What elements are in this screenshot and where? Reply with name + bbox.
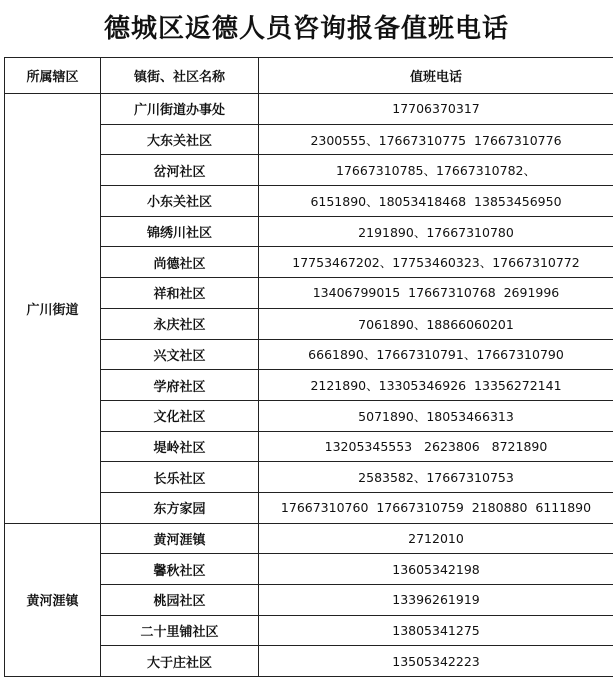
community-name-cell: 馨秋社区: [101, 554, 259, 585]
community-name-cell: 大东关社区: [101, 124, 259, 155]
community-name-cell: 桃园社区: [101, 585, 259, 616]
phone-cell: 13805341275: [259, 615, 613, 646]
phone-cell: 13396261919: [259, 585, 613, 616]
community-name-cell: 黄河涯镇: [101, 523, 259, 554]
phone-cell: 2191890、17667310780: [259, 216, 613, 247]
phone-cell: 17667310760 17667310759 2180880 6111890: [259, 492, 613, 523]
community-name-cell: 广川街道办事处: [101, 94, 259, 125]
phone-cell: 6151890、18053418468 13853456950: [259, 186, 613, 217]
community-name-cell: 二十里铺社区: [101, 615, 259, 646]
hotline-table: [4, 57, 613, 677]
table-row: [5, 94, 613, 125]
phone-cell: 2583582、17667310753: [259, 462, 613, 493]
header-district: 所属辖区: [5, 58, 101, 94]
community-name-cell: 锦绣川社区: [101, 216, 259, 247]
page-title: 德城区返德人员咨询报备值班电话: [0, 0, 613, 52]
phone-cell: 2300555、17667310775 17667310776: [259, 124, 613, 155]
community-name-cell: 兴文社区: [101, 339, 259, 370]
phone-cell: 6661890、17667310791、17667310790: [259, 339, 613, 370]
phone-cell: 13205345553 2623806 8721890: [259, 431, 613, 462]
phone-cell: 2121890、13305346926 13356272141: [259, 370, 613, 401]
district-cell: 黄河涯镇: [5, 523, 101, 676]
phone-cell: 2712010: [259, 523, 613, 554]
header-phone: 值班电话: [259, 58, 613, 94]
phone-cell: 17706370317: [259, 94, 613, 125]
phone-cell: 17667310785、17667310782、: [259, 155, 613, 186]
phone-cell: 13605342198: [259, 554, 613, 585]
community-name-cell: 小东关社区: [101, 186, 259, 217]
district-cell: 广川街道: [5, 94, 101, 524]
community-name-cell: 东方家园: [101, 492, 259, 523]
community-name-cell: 文化社区: [101, 400, 259, 431]
phone-cell: 7061890、18866060201: [259, 308, 613, 339]
community-name-cell: 尚德社区: [101, 247, 259, 278]
community-name-cell: 大于庄社区: [101, 646, 259, 677]
phone-cell: 13406799015 17667310768 2691996: [259, 278, 613, 309]
community-name-cell: 岔河社区: [101, 155, 259, 186]
community-name-cell: 堤岭社区: [101, 431, 259, 462]
phone-cell: 17753467202、17753460323、17667310772: [259, 247, 613, 278]
community-name-cell: 祥和社区: [101, 278, 259, 309]
table-row: [5, 523, 613, 554]
table-body: [5, 94, 613, 677]
table-header-row: [5, 58, 613, 94]
header-community: 镇街、社区名称: [101, 58, 259, 94]
community-name-cell: 长乐社区: [101, 462, 259, 493]
phone-cell: 5071890、18053466313: [259, 400, 613, 431]
phone-cell: 13505342223: [259, 646, 613, 677]
community-name-cell: 永庆社区: [101, 308, 259, 339]
community-name-cell: 学府社区: [101, 370, 259, 401]
